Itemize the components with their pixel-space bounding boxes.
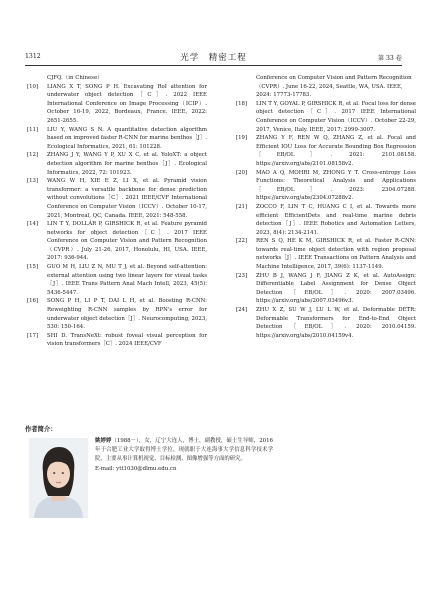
- reference-entry: [27, 332, 207, 349]
- reference-number: [15]: [27, 264, 39, 271]
- reference-number: [20]: [236, 169, 248, 176]
- reference-number: [17]: [27, 332, 39, 339]
- page-number: 1312: [25, 53, 41, 60]
- reference-text: MAO A Q, MOHRI M, ZHONG Y T. Cross-entropy Loss Functions: Theoretical Analysis and Applications［EB/OL］. 2023: 2304.07288. https://arxiv.org/abs/2304.07288v2.: [256, 169, 416, 202]
- volume-label: 第 33 卷: [377, 55, 402, 62]
- author-photo: [29, 438, 88, 518]
- right-column: [236, 74, 416, 340]
- reference-text: ZHU B J, WANG J F, JIANG Z K, et al. AutoAssign: Differentiable Label Assignment for Dense Object Detection［EB/OL］. 2020: 2007.03496. https://arxiv.org/abs/2007.03496v3.: [256, 272, 416, 305]
- reference-number: [16]: [27, 298, 39, 305]
- reference-text: LIANG X T, SONG P H. Excavating RoI attention for underwater object detection［C］. 2022 IEEE International Conference on Image Processing（ICIP）. October 16-19, 2022, Bordeaux, France. IEEE, 2022: 2651-2655.: [47, 83, 207, 124]
- left-column: [27, 74, 207, 349]
- reference-entry: [236, 203, 416, 237]
- reference-entry: [236, 100, 416, 134]
- reference-text: LIN T Y, GOYAL P, GIRSHICK R, et al. Focal loss for dense object detection［C］. 2017 IEEE International Conference on Computer Vision（ICCV）. October 22-29, 2017, Venice, Italy. IEEE, 2017: 2999-3007.: [256, 100, 416, 133]
- reference-entry: [27, 151, 207, 177]
- reference-entry: [236, 306, 416, 340]
- reference-number: [21]: [236, 203, 248, 210]
- reference-entry: [236, 134, 416, 168]
- reference-entry: [27, 126, 207, 152]
- reference-entry: [236, 237, 416, 271]
- header-rule: [25, 65, 402, 66]
- author-bio-text: （1988－），女，辽宁大连人，博士，副教授，硕士生导师，2016年于合肥工业大学取得博士学位，现就职于大连海事大学信息科学技术学院，主要从事计算机视觉、目标检测、图像增强等方面的研究。: [95, 438, 273, 463]
- reference-text: ZOCCO F, LIN T C, HUANG C I, et al. Towards more efficient EfficientDets and real-time marine debris detection［J］. IEEE Robotics and Automation Letters, 2023, 8(4): 2134-2141.: [256, 203, 416, 236]
- reference-text: WANG W H, XIE E Z, LI X, et al. Pyramid vision transformer: a versatile backbone for dense prediction without convolutions［C］. 2021 IEEE/CVF International Conference on Computer Vision（ICCV）. October 10-17, 2021, Montreal, QC, Canada. IEEE, 2021: 548-558.: [47, 178, 207, 219]
- reference-text: REN S Q, HE K M, GIRSHICK R, et al. Faster R-CNN: towards real-time object detection with region proposal networks［J］. IEEE Transactions on Pattern Analysis and Machine Intelligence, 2017, 39(6): 1137-1149.: [256, 238, 416, 271]
- reference-number: [18]: [236, 100, 248, 107]
- reference-entry: [27, 177, 207, 220]
- reference-entry: [27, 83, 207, 126]
- author-portrait-icon: [29, 438, 88, 518]
- reference-number: [13]: [27, 178, 39, 185]
- reference-number: [10]: [27, 83, 39, 90]
- reference-number: [19]: [236, 135, 248, 142]
- reference-continuation: CJFQ.（in Chinese）: [47, 75, 103, 81]
- reference-entry: [27, 220, 207, 263]
- reference-text: ZHU X Z, SU W J, LU L W, et al. Deformable DETR: Deformable Transformers for End-to-End Object Detection［EB/OL］. 2020: 2010.04159. https://arxiv.org/abs/2010.04159v4.: [256, 307, 416, 339]
- journal-title: 光学 精密工程: [180, 53, 247, 63]
- reference-entry: [27, 263, 207, 297]
- reference-text: SONG P H, LI P T, DAI L H, et al. Boosting R-CNN: Reweighting R-CNN samples by RPN's error for underwater object detection［J］. Neurocomputing, 2023, 530: 150-164.: [47, 298, 207, 331]
- reference-number: [22]: [236, 238, 248, 245]
- reference-text: LIN T Y, DOLLÁR P, GIRSHICK R, et al. Feature pyramid networks for object detection［C］. 2017 IEEE Conference on Computer Vision and Pattern Recognition（CVPR）. July 21-26, 2017, Honolulu, HI, USA. IEEE, 2017: 936-944.: [47, 221, 207, 262]
- reference-text: SHI D. TransNeXt: robust foveal visual perception for vision transformers［C］. 2024 IEEE/CVF: [47, 332, 207, 348]
- author-email: E-mail: ytt1030@dlmu.edu.cn: [95, 465, 177, 472]
- reference-entry: [27, 297, 207, 331]
- reference-text: ZHANG J Y, WANG Y P, XU X C, et al. YoloXT: a object detection algorithm for marine benthos［J］. Ecological Informatics, 2022, 72: 101923.: [47, 152, 207, 176]
- author-name: 姚婷婷: [95, 438, 112, 444]
- reference-text: ZHANG Y F, REN W Q, ZHANG Z, et al. Focal and Efficient IOU Loss for Accurate Bounding Box Regression［EB/OL］. 2021: 2101.08158. https://arxiv.org/abs/2101.08158v2.: [256, 135, 416, 167]
- reference-number: [14]: [27, 221, 39, 228]
- reference-entry: [236, 272, 416, 306]
- running-header: [25, 51, 402, 63]
- reference-entry: [236, 169, 416, 203]
- reference-number: [23]: [236, 272, 248, 279]
- reference-number: [24]: [236, 307, 248, 314]
- reference-text: LIU Y, WANG S N. A quantitative detection algorithm based on improved faster R-CNN for marine benthos［J］. Ecological Informatics, 2021, 61: 101228.: [47, 126, 207, 150]
- author-bio: [95, 437, 273, 474]
- author-bio-heading: 作者简介：: [25, 426, 57, 433]
- reference-number: [12]: [27, 152, 39, 159]
- reference-number: [11]: [27, 126, 39, 133]
- reference-continuation: Conference on Computer Vision and Pattern Recognition（CVPR）. June 16-22, 2024, Seattle, WA, USA. IEEE, 2024: 17773-17783.: [256, 75, 412, 99]
- reference-text: GUO M H, LIU Z N, MU T J, et al. Beyond self-attention: external attention using two linear layers for visual tasks［J］. IEEE Trans Pattern Anal Mach Intell, 2023, 45(5): 5436-5447.: [47, 264, 207, 296]
